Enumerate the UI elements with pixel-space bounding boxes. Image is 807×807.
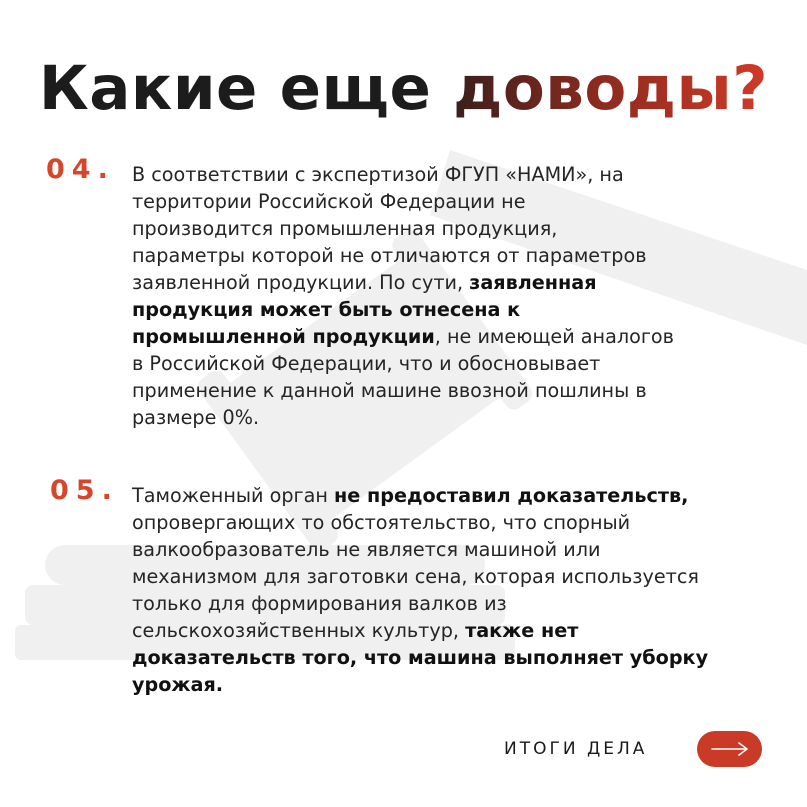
- text-line: в Российской Федерации, что и обосновывает: [132, 352, 601, 375]
- text-line: механизмом для заготовки сена, которая используется: [132, 565, 699, 588]
- title-main: Какие еще: [38, 53, 454, 124]
- item-number-04: 04.: [46, 154, 115, 185]
- next-button[interactable]: [697, 731, 762, 767]
- text-line: Таможенный орган: [132, 484, 334, 507]
- text-line: параметры которой не отличаются от параметров: [132, 244, 647, 267]
- text-emphasis: доказательств того, что машина выполняет уборку: [132, 646, 709, 669]
- item-text-04: [132, 161, 772, 431]
- text-emphasis: урожая.: [132, 673, 224, 696]
- text-line: сельскохозяйственных культур,: [132, 619, 466, 642]
- title-accent: доводы?: [453, 53, 769, 124]
- text-emphasis: не предоставил доказательств,: [334, 484, 689, 507]
- text-emphasis: промышленной продукции: [132, 325, 435, 348]
- item-text-05: [132, 482, 792, 698]
- page-title: [0, 53, 807, 124]
- text-line: размере 0%.: [132, 406, 260, 429]
- arrow-right-icon: [710, 741, 750, 757]
- text-emphasis: продукция может быть отнесена к: [132, 298, 521, 321]
- text-line: производится промышленная продукция,: [132, 217, 558, 240]
- text-emphasis: также нет: [465, 619, 579, 642]
- text-line: валкообразователь не является машиной или: [132, 538, 601, 561]
- text-line: только для формирования валков из: [132, 592, 507, 615]
- text-line: применение к данной машине ввозной пошлины в: [132, 379, 647, 402]
- text-line: , не имеющей аналогов: [434, 325, 674, 348]
- text-emphasis: заявленная: [469, 271, 597, 294]
- text-line: опровергающих то обстоятельство, что спорный: [132, 511, 631, 534]
- item-number-05: 05.: [50, 475, 119, 506]
- text-line: В соответствии с экспертизой ФГУП «НАМИ», на: [132, 163, 624, 186]
- text-line: заявленной продукции. По сути,: [132, 271, 470, 294]
- next-section-label[interactable]: ИТОГИ ДЕЛА: [504, 739, 648, 759]
- text-line: территории Российской Федерации не: [132, 190, 526, 213]
